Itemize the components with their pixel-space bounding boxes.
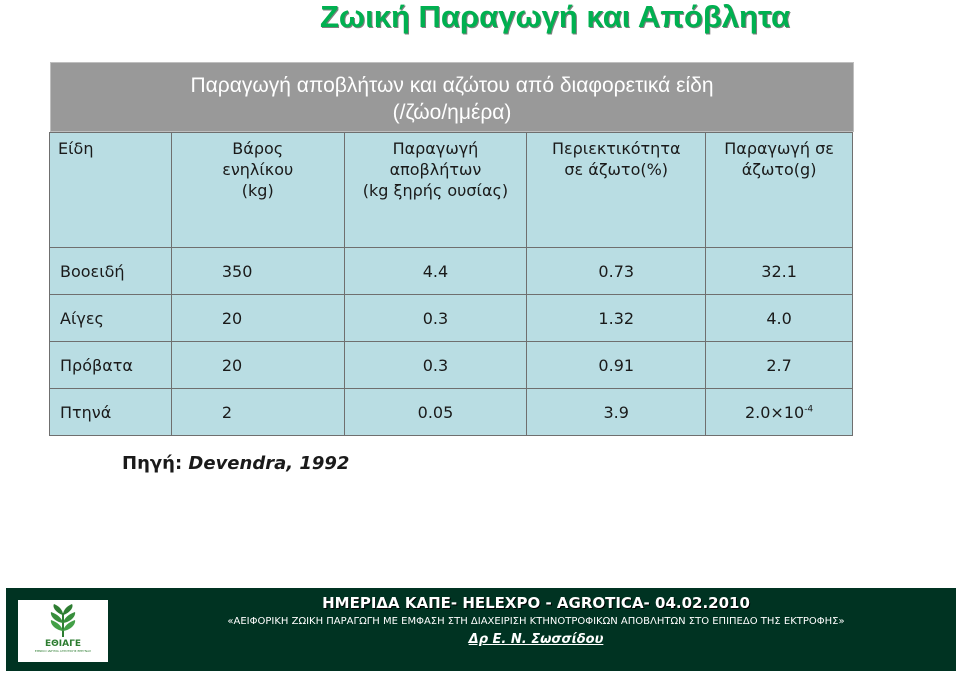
cell-waste: 0.3 [344, 295, 527, 342]
logo-subtitle: ΕΘΝΙΚΟ ΙΔΡΥΜΑ ΑΓΡΟΤΙΚΗΣ ΕΡΕΥΝΑΣ [34, 649, 92, 653]
table-row [50, 248, 853, 295]
header-species: Είδη [50, 133, 172, 248]
wheat-leaf-icon [46, 603, 80, 639]
cell-weight: 20 [171, 295, 344, 342]
source-value: Devendra, 1992 [182, 453, 350, 474]
nitrogen-g-exponent: -4 [804, 404, 814, 415]
cell-weight: 2 [171, 389, 344, 436]
cell-nitrogen-pct: 3.9 [527, 389, 706, 436]
cell-nitrogen-g [706, 389, 853, 436]
cell-weight: 350 [171, 248, 344, 295]
table-header-row [50, 133, 853, 248]
cell-waste: 0.3 [344, 342, 527, 389]
cell-species: Βοοειδή [50, 248, 172, 295]
cell-species: Πρόβατα [50, 342, 172, 389]
table-row [50, 342, 853, 389]
caption-line-2: (/ζώο/ημέρα) [392, 101, 512, 124]
cell-nitrogen-pct: 0.73 [527, 248, 706, 295]
cell-waste: 4.4 [344, 248, 527, 295]
footer-author: Δρ Ε. Ν. Σωσσίδου [468, 632, 604, 647]
cell-nitrogen-pct: 1.32 [527, 295, 706, 342]
cell-nitrogen-pct: 0.91 [527, 342, 706, 389]
cell-species: Πτηνά [50, 389, 172, 436]
cell-species: Αίγες [50, 295, 172, 342]
ethiage-logo [18, 600, 108, 662]
header-nitrogen-content: Περιεκτικότητα σε άζωτο(%) [527, 133, 706, 248]
source-label: Πηγή: [122, 453, 183, 474]
footer-banner [6, 588, 956, 671]
table-row [50, 295, 853, 342]
footer-theme-line: «ΑΕΙΦΟΡΙΚΗ ΖΩΙΚΗ ΠΑΡΑΓΩΓΗ ΜΕ ΕΜΦΑΣΗ ΣΤΗ ΔΙΑΧΕΙΡΙΣΗ ΚΤΗΝΟΤΡΟΦΙΚΩΝ ΑΠΟΒΛΗΤΩΝ ΣΤΟ ΕΠΙΠΕΔΟ ΤΗΣ ΕΚΤΡΟΦΗΣ» [227, 616, 845, 627]
cell-waste: 0.05 [344, 389, 527, 436]
header-waste-production: Παραγωγή αποβλήτων (kg ξηρής ουσίας) [344, 133, 527, 248]
cell-nitrogen-g: 4.0 [706, 295, 853, 342]
cell-nitrogen-g: 2.7 [706, 342, 853, 389]
table-caption [50, 62, 854, 132]
cell-nitrogen-g: 32.1 [706, 248, 853, 295]
header-nitrogen-production: Παραγωγή σε άζωτο(g) [706, 133, 853, 248]
caption-line-1: Παραγωγή αποβλήτων και αζώτου από διαφορετικά είδη [190, 74, 714, 97]
header-adult-weight: Βάρος ενηλίκου (kg) [171, 133, 344, 248]
logo-name: ΕΘΙΑΓΕ [45, 639, 81, 649]
cell-weight: 20 [171, 342, 344, 389]
slide-title: Ζωική Παραγωγή και Απόβλητα [319, 0, 791, 34]
table-row [50, 389, 853, 436]
nitrogen-g-base: 2.0×10 [744, 402, 805, 422]
waste-nitrogen-table [49, 132, 853, 436]
source-citation [122, 453, 349, 474]
footer-event-line: ΗΜΕΡΙΔΑ ΚΑΠΕ- HELEXPO - AGROTICA- 04.02.2010 [322, 594, 750, 612]
